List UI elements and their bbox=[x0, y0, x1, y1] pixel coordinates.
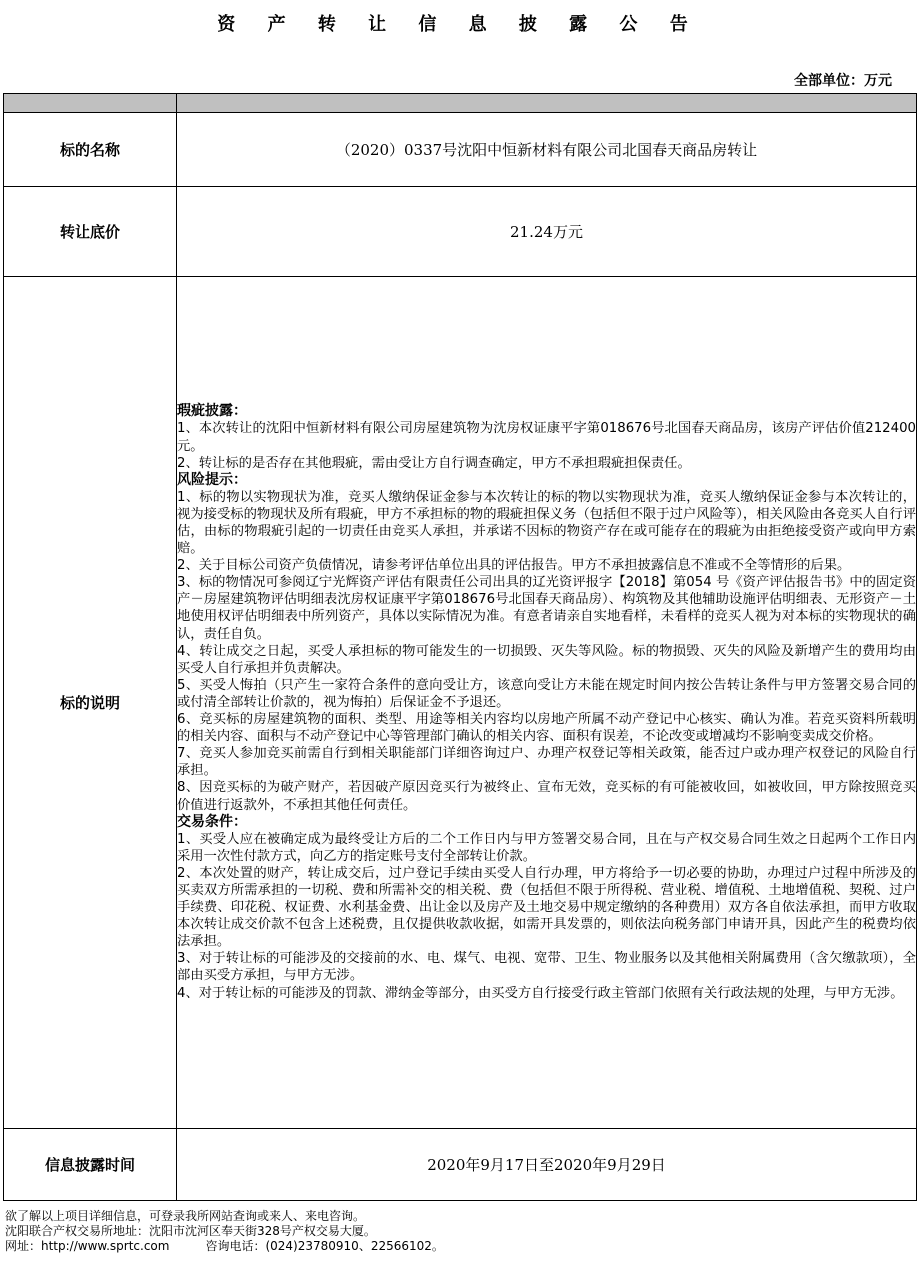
risk-item: 2、关于目标公司资产负债情况，请参考评估单位出具的评估报告。甲方不承担披露信息不准或不全等情形的后果。 bbox=[177, 558, 851, 574]
defects-heading: 瑕疵披露： bbox=[177, 403, 247, 420]
footer-contact: 网址：http://www.sprtc.com 咨询电话：(024)23780910、22566102。 bbox=[5, 1239, 444, 1253]
condition-item: 2、本次处置的财产，转让成交后，过户登记手续由买受人自行办理，甲方将给予一切必要的协助，办理过户过程中所涉及的买卖双方所需承担的一切税、费和所需补交的相关税、费（包括但不限于所得税、营业税、增值税、土地增值税、契税、过户手续费、印花税、权证费、水利基金费、出让金以及房产及土地交易中规定缴纳的各种费用）双方各自依法承担，而甲方收取本次转让成交价款不包含上述税费，且仅提供收款收据，如需开具发票的，则依法向税务部门申请开具，因此产生的税费均依法承担。 bbox=[177, 865, 916, 950]
table-row bbox=[4, 277, 917, 1129]
condition-item: 1、买受人应在被确定成为最终受让方后的二个工作日内与甲方签署交易合同，且在与产权交易合同生效之日起两个工作日内采用一次性付款方式，向乙方的指定账号支付全部转让价款。 bbox=[177, 831, 916, 864]
name-value: （2020）0337号沈阳中恒新材料有限公司北国春天商品房转让 bbox=[177, 113, 917, 187]
risk-item: 3、标的物情况可参阅辽宁光辉资产评估有限责任公司出具的辽光资评报字【2018】第054 号《资产评估报告书》中的固定资产－房屋建筑物评估明细表沈房权证康平字第018676号北国春天商品房）、构筑物及其他辅助设施评估明细表、无形资产－土地使用权评估明细表中所列资产，具体以实际情况为准。有意者请亲自实地看样，未看样的竞买人视为对本标的实物现状的确认，责任自负。 bbox=[177, 575, 916, 642]
table-row bbox=[4, 113, 917, 187]
page-title: 资 产 转 让 信 息 披 露 公 告 bbox=[217, 14, 701, 35]
header-cell bbox=[177, 94, 917, 113]
defect-item: 2、转让标的是否存在其他瑕疵，需由受让方自行调查确定，甲方不承担瑕疵担保责任。 bbox=[177, 455, 691, 471]
unit-label: 全部单位：万元 bbox=[794, 73, 892, 89]
time-label: 信息披露时间 bbox=[4, 1129, 177, 1201]
risk-heading: 风险提示： bbox=[177, 471, 247, 488]
defect-item: 1、本次转让的沈阳中恒新材料有限公司房屋建筑物为沈房权证康平字第018676号北国春天商品房，该房产评估价值212400元。 bbox=[177, 421, 916, 454]
footer bbox=[5, 1209, 444, 1254]
risk-item: 6、竞买标的房屋建筑物的面积、类型、用途等相关内容均以房地产所属不动产登记中心核实、确认为准。若竞买资料所载明的相关内容、面积与不动产登记中心等管理部门确认的相关内容、面积有误差，不论改变或增减均不影响变卖成交价格。 bbox=[177, 712, 916, 745]
price-label: 转让底价 bbox=[4, 187, 177, 277]
conditions-heading: 交易条件： bbox=[177, 813, 247, 830]
table-row bbox=[4, 1129, 917, 1201]
table-header-row bbox=[4, 94, 917, 113]
risk-item: 4、转让成交之日起，买受人承担标的物可能发生的一切损毁、灭失等风险。标的物损毁、灭失的风险及新增产生的费用均由买受人自行承担并负责解决。 bbox=[177, 643, 916, 676]
risk-item: 5、买受人悔拍（只产生一家符合条件的意向受让方，该意向受让方未能在规定时间内按公告转让条件与甲方签署交易合同的或付清全部转让价款的，视为悔拍）后保证金不予退还。 bbox=[177, 677, 916, 710]
condition-item: 3、对于转让标的可能涉及的交接前的水、电、煤气、电视、宽带、卫生、物业服务以及其他相关附属费用（含欠缴款项），全部由买受方承担，与甲方无涉。 bbox=[177, 951, 916, 984]
risk-item: 8、因竞买标的为破产财产，若因破产原因竞买行为被终止、宣布无效，竞买标的有可能被收回，如被收回，甲方除按照竞买价值进行返款外，不承担其他任何责任。 bbox=[177, 780, 916, 813]
time-value: 2020年9月17日至2020年9月29日 bbox=[177, 1129, 917, 1201]
name-label: 标的名称 bbox=[4, 113, 177, 187]
header-cell bbox=[4, 94, 177, 113]
table-row bbox=[4, 187, 917, 277]
description-cell bbox=[177, 277, 917, 1129]
footer-address: 沈阳联合产权交易所地址：沈阳市沈河区奉天街328号产权交易大厦。 bbox=[5, 1224, 376, 1238]
footer-info: 欲了解以上项目详细信息，可登录我所网站查询或来人、来电咨询。 bbox=[5, 1209, 366, 1223]
desc-label: 标的说明 bbox=[4, 277, 177, 1129]
price-value: 21.24万元 bbox=[177, 187, 917, 277]
condition-item: 4、对于转让标的可能涉及的罚款、滞纳金等部分，由买受方自行接受行政主管部门依照有关行政法规的处理，与甲方无涉。 bbox=[177, 985, 904, 1001]
risk-item: 7、竞买人参加竞买前需自行到相关职能部门详细咨询过户、办理产权登记等相关政策，能否过户或办理产权登记的风险自行承担。 bbox=[177, 746, 916, 779]
risk-item: 1、标的物以实物现状为准，竞买人缴纳保证金参与本次转让的标的物以实物现状为准，竞买人缴纳保证金参与本次转让的，视为接受标的物现状及所有瑕疵，甲方不承担标的物的瑕疵担保义务（包括但不限于过户风险等），相关风险由各竞买人自行评估，由标的物瑕疵引起的一切责任由竞买人承担，并承诺不因标的物资产存在或可能存在的瑕疵为由拒绝接受资产或向甲方索赔。 bbox=[177, 489, 916, 557]
disclosure-table bbox=[3, 93, 917, 1201]
